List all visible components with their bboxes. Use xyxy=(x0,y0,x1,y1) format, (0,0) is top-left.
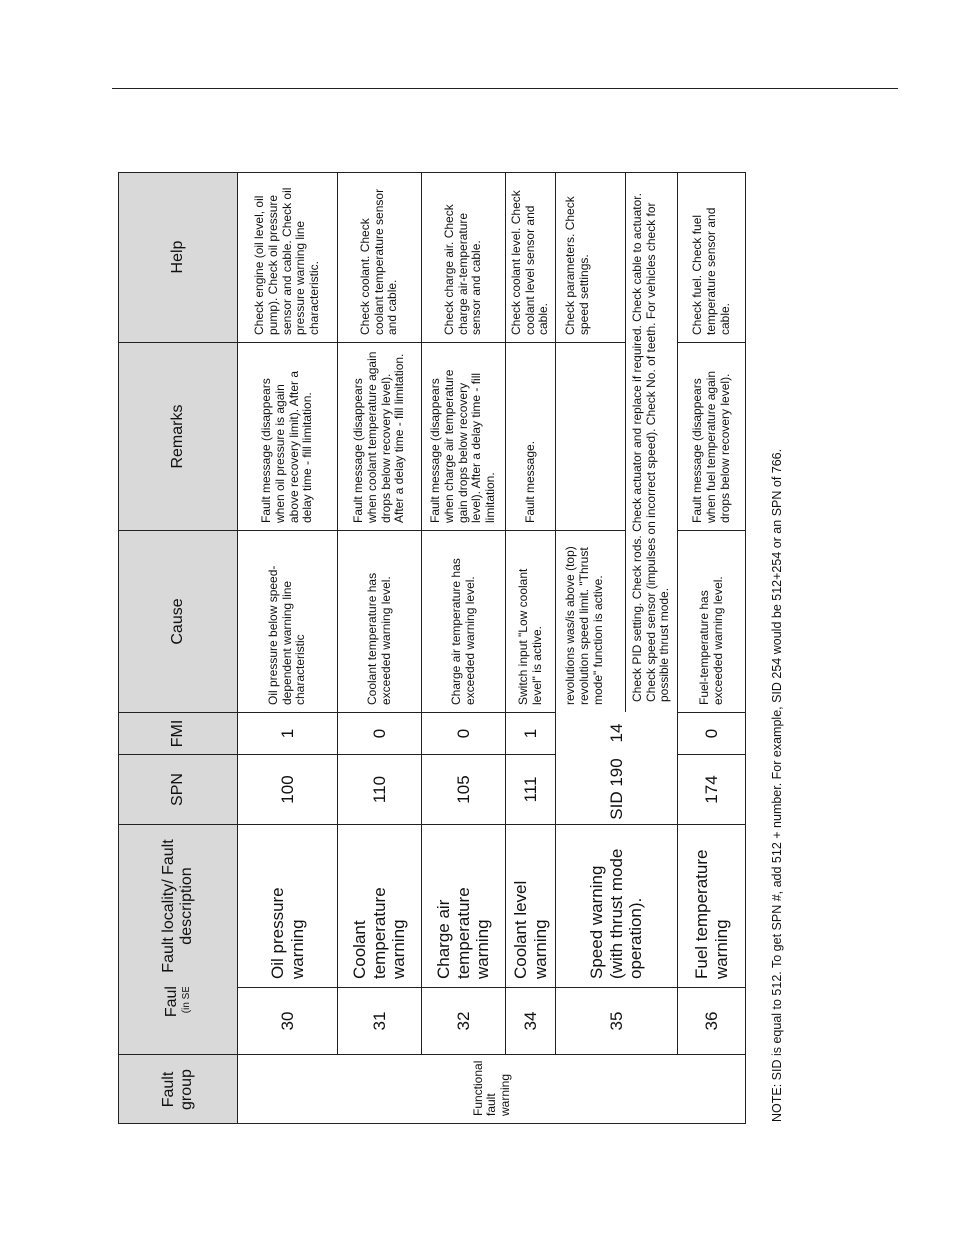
help-cell xyxy=(556,172,626,342)
spn: 100 xyxy=(277,775,297,804)
remarks-cell xyxy=(506,342,556,530)
fault-no-cell xyxy=(422,987,506,1054)
cause-cell xyxy=(556,530,626,712)
remarks-cell xyxy=(556,342,626,530)
help-cell xyxy=(338,172,422,342)
spn-cell xyxy=(338,754,422,824)
footnote xyxy=(768,448,790,1122)
fmi-cell xyxy=(556,712,678,754)
span-note: Check PID setting. Check rods. Check actuator and replace if required. Check cable to actuator. Check speed sensor (impulses on incorrect speed). Check No. of teeth. For vehicles check for possible thrust mode. xyxy=(629,193,672,702)
spn-cell xyxy=(238,754,338,824)
cause-cell xyxy=(338,530,422,712)
spn-cell xyxy=(678,754,746,824)
remarks-cell xyxy=(422,342,506,530)
help: Check charge air. Check charge air-temperature sensor and cable. xyxy=(441,204,484,335)
cause: Coolant temperature has exceeded warning level. xyxy=(364,572,393,705)
header-help xyxy=(118,172,238,342)
fault-no: 36 xyxy=(702,1011,721,1031)
description: Speed warning (with thrust mode operation). xyxy=(587,848,646,979)
fmi: 14 xyxy=(606,723,626,743)
cause: Oil pressure below speed-dependent warning line characteristic xyxy=(265,565,308,705)
description-cell xyxy=(238,824,338,987)
header-fmi xyxy=(118,712,238,754)
header-remarks-label: Remarks xyxy=(168,404,186,469)
remarks-cell xyxy=(238,342,338,530)
header-remarks xyxy=(118,342,238,530)
fault-no: 30 xyxy=(277,1011,297,1031)
fault-group-label: Functional fault warning xyxy=(471,1060,512,1116)
cause: Fuel-temperature has exceeded warning level. xyxy=(697,576,725,705)
fmi-cell xyxy=(422,712,506,754)
help-cell xyxy=(678,172,746,342)
cause-cell xyxy=(238,530,338,712)
header-cause-label: Cause xyxy=(168,598,186,645)
span-note-cell xyxy=(626,172,678,712)
header-fault-group xyxy=(118,1054,238,1124)
fmi: 0 xyxy=(369,728,389,739)
description: Coolant temperature warning xyxy=(350,887,409,979)
header-fault-locality xyxy=(118,824,238,987)
spn: SID 190 xyxy=(606,758,626,820)
cause: Switch input "Low coolant level" is active. xyxy=(515,568,544,705)
cause-cell xyxy=(506,530,556,712)
fault-no-cell xyxy=(556,987,678,1054)
spn-cell xyxy=(422,754,506,824)
help: Check engine (oil level, oil pump). Check oil pressure sensor and cable. Check oil pressure warning line characteristic. xyxy=(252,187,322,335)
remarks: Fault message (disappears when oil pressure is again above recovery limit). After a delay time - fill limitation. xyxy=(258,370,315,523)
help: Check coolant level. Check coolant level sensor and cable. xyxy=(508,190,551,335)
cause: Charge air temperature has exceeded warning level. xyxy=(448,558,477,705)
description: Oil pressure warning xyxy=(267,887,307,979)
description: Charge air temperature warning xyxy=(434,887,493,979)
footnote-text: NOTE: SID is equal to 512. To get SPN #, add 512 + number. For example, SID 254 would be 512+254 or an SPN of 766. xyxy=(770,448,784,1122)
fmi-cell xyxy=(238,712,338,754)
description-cell xyxy=(338,824,422,987)
remarks: Fault message (disappears when coolant temperature again drops below recovery level). After a delay time - fill limitation. xyxy=(350,351,407,523)
help-cell xyxy=(422,172,506,342)
spn: 105 xyxy=(453,775,473,804)
fmi-cell xyxy=(678,712,746,754)
header-fault-group-label: Fault group xyxy=(159,1069,195,1110)
fmi-cell xyxy=(338,712,422,754)
header-fmi-label: FMI xyxy=(168,719,186,748)
remarks-cell xyxy=(338,342,422,530)
cause: revolutions was/is above (top) revolution speed limit. "Thrust mode" function is active. xyxy=(563,546,605,705)
spn-cell xyxy=(556,754,678,824)
fmi-cell xyxy=(506,712,556,754)
header-fault-locality-label: Fault locality/ Fault description xyxy=(159,839,195,973)
description-cell xyxy=(422,824,506,987)
cause-cell xyxy=(678,530,746,712)
header-cause xyxy=(118,530,238,712)
header-rule xyxy=(112,88,898,89)
fault-no: 32 xyxy=(453,1011,473,1031)
remarks: Fault message. xyxy=(522,440,537,523)
remarks-cell xyxy=(678,342,746,530)
remarks: Fault message (disappears when fuel temperature again drops below recovery level). xyxy=(690,370,732,523)
fault-no-cell xyxy=(338,987,422,1054)
fault-no-cell xyxy=(678,987,746,1054)
spn: 174 xyxy=(702,775,721,804)
fault-no: 31 xyxy=(369,1011,389,1031)
spn: 110 xyxy=(369,775,389,804)
help: Check fuel. Check fuel temperature sensor and cable. xyxy=(690,207,732,335)
fault-no: 34 xyxy=(520,1011,540,1031)
header-help-label: Help xyxy=(168,240,186,274)
fmi: 1 xyxy=(277,728,297,739)
fault-table xyxy=(118,172,746,1124)
fault-no-cell xyxy=(238,987,338,1054)
fault-table-wrapper xyxy=(118,172,746,1124)
description: Coolant level warning xyxy=(510,880,550,979)
remarks: Fault message (disappears when charge air temperature gain drops below recovery level). After a delay time - fill limitation. xyxy=(428,369,498,523)
description: Fuel temperature warning xyxy=(692,849,731,979)
header-spn xyxy=(118,754,238,824)
cause-cell xyxy=(422,530,506,712)
description-cell xyxy=(678,824,746,987)
fault-no-cell xyxy=(506,987,556,1054)
fault-group-cell xyxy=(238,1054,746,1124)
help: Check parameters. Check speed settings. xyxy=(563,196,591,335)
description-cell xyxy=(506,824,556,987)
description-cell xyxy=(556,824,678,987)
fmi: 0 xyxy=(702,728,721,739)
spn-cell xyxy=(506,754,556,824)
header-spn-label: SPN xyxy=(168,773,186,806)
help-cell xyxy=(238,172,338,342)
spn: 111 xyxy=(520,776,540,803)
fmi: 0 xyxy=(453,728,473,739)
fault-no: 35 xyxy=(606,1011,626,1031)
fmi: 1 xyxy=(520,728,540,739)
help-cell xyxy=(506,172,556,342)
help: Check coolant. Check coolant temperature sensor and cable. xyxy=(357,188,400,335)
